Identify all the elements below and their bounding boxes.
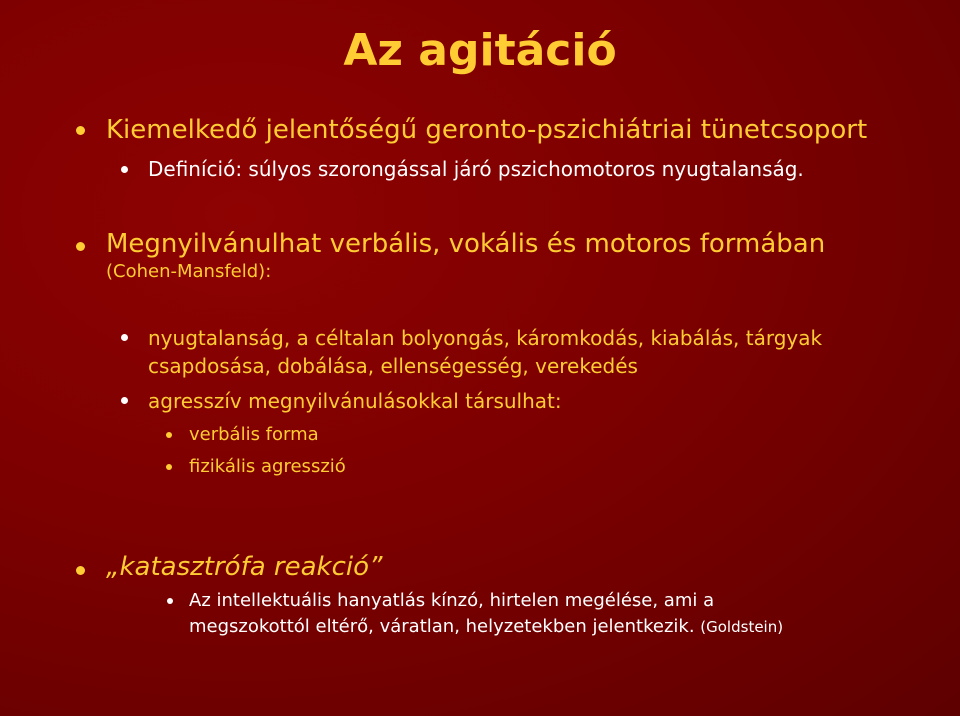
citation-goldstein: (Goldstein)	[700, 618, 784, 636]
slide-title: Az agitáció	[343, 25, 617, 76]
bullet-dot	[167, 598, 173, 604]
bullet-dot	[121, 397, 128, 404]
bullet-main-2: Megnyilvánulhat verbális, vokális és motoros formában	[106, 229, 826, 259]
catastrophe-text: megszokottól eltérő, váratlan, helyzetekben jelentkezik.	[189, 616, 695, 637]
bullet-sub-verbal: verbális forma	[189, 424, 319, 445]
bullet-sub-definition: Definíció: súlyos szorongással járó pszichomotoros nyugtalanság.	[148, 157, 804, 181]
bullet-sub-physical: fizikális agresszió	[189, 456, 346, 477]
bullet-main-2-source: (Cohen-Mansfeld):	[106, 261, 272, 282]
bullet-main-3: „katasztrófa reakció”	[106, 552, 383, 582]
bullet-dot	[76, 126, 85, 135]
bullet-dot	[166, 432, 172, 438]
bullet-sub-symptoms-line2: csapdosása, dobálása, ellenségesség, verekedés	[148, 354, 638, 378]
bullet-sub-aggression: agresszív megnyilvánulásokkal társulhat:	[148, 389, 562, 413]
bullet-main-1: Kiemelkedő jelentőségű geronto-pszichiátriai tünetcsoport	[106, 115, 868, 145]
bullet-dot	[76, 566, 85, 575]
bullet-sub-catastrophe-line1: Az intellektuális hanyatlás kínzó, hirtelen megélése, ami a	[189, 590, 715, 611]
bullet-dot	[76, 242, 85, 251]
bullet-sub-catastrophe-line2	[189, 615, 783, 639]
bullet-sub-symptoms-line1: nyugtalanság, a céltalan bolyongás, káromkodás, kiabálás, tárgyak	[148, 326, 823, 350]
bullet-dot	[166, 464, 172, 470]
bullet-dot	[121, 166, 128, 173]
bullet-dot	[121, 334, 128, 341]
